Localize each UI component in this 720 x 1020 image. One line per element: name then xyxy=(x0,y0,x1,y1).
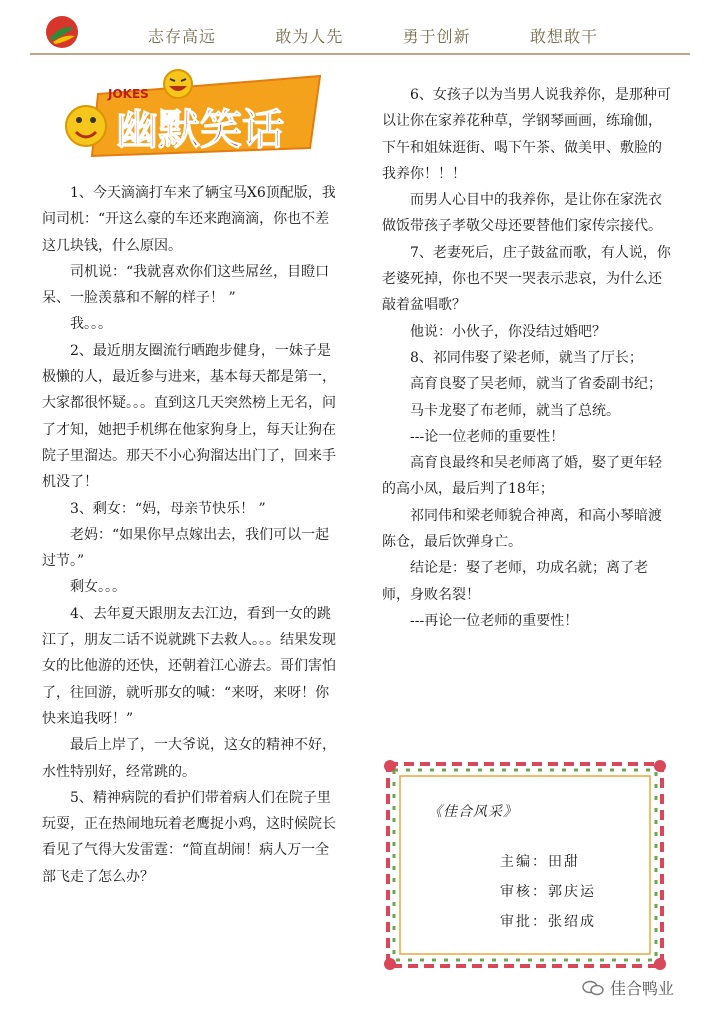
joke-paragraph: 1、今天滴滴打车来了辆宝马X6顶配版，我问司机：“开这么豪的车还来跑滴滴，你也不差这几块钱，什么原因。 xyxy=(42,185,336,254)
credit-approver: 审批：张绍成 xyxy=(500,914,596,930)
page-header xyxy=(0,0,720,58)
laughing-face-icon xyxy=(164,70,192,98)
credits-text xyxy=(380,756,670,974)
banner-title: 幽默笑话 xyxy=(116,105,285,154)
publication-name: 《佳合风采》 xyxy=(428,804,518,820)
company-logo-icon xyxy=(44,14,80,50)
motto-item: 敢为人先 xyxy=(275,27,344,46)
motto-item: 志存高远 xyxy=(148,27,217,46)
joke-paragraph: 8、祁同伟娶了梁老师，就当了厅长； xyxy=(410,349,643,366)
joke-paragraph: ---论一位老师的重要性！ xyxy=(410,428,565,445)
joke-paragraph: 6、女孩子以为当男人说我养你，是那种可以让你在家养花种草，学钢琴画画，练瑜伽，下午和姐妹逛街、喝下午茶、做美甲、敷脸的我养你！！！ xyxy=(382,87,671,182)
joke-paragraph: 高育良娶了吴老师，就当了省委副书纪； xyxy=(410,376,662,393)
jokes-banner xyxy=(58,64,328,160)
watermark-text: 佳合鸭业 xyxy=(610,979,675,998)
joke-paragraph: 司机说：“我就喜欢你们这些屌丝，目瞪口呆、一脸羡慕和不解的样子！ ” xyxy=(42,263,330,307)
joke-paragraph: 祁同伟和梁老师貌合神离，和高小琴暗渡陈仓，最后饮弹身亡。 xyxy=(382,507,662,551)
wechat-watermark xyxy=(582,976,674,999)
joke-paragraph: 7、老妻死后，庄子鼓盆而歌，有人说，你老婆死掉，你也不哭一哭表示悲哀，为什么还敲着盆唱歌？ xyxy=(382,244,671,314)
credit-reviewer: 审核：郭庆运 xyxy=(500,884,596,900)
joke-paragraph: 4、去年夏天跟朋友去江边，看到一女的跳江了，朋友二话不说就跳下去救人。。。结果发现女的比他游的还快，还朝着江心游去。哥们害怕了，往回游，就听那女的喊：“来呀，来呀！你快来追我呀！” xyxy=(42,605,336,727)
credit-editor: 主编：田甜 xyxy=(500,854,580,870)
joke-paragraph: 我。。。 xyxy=(70,316,112,333)
motto-item: 敢想敢干 xyxy=(529,27,598,46)
joke-paragraph: 而男人心目中的我养你，是让你在家洗衣做饭带孩子孝敬父母还要替他们家传宗接代。 xyxy=(382,192,662,235)
right-column xyxy=(382,82,672,634)
joke-paragraph: 3、剩女：“妈，母亲节快乐！ ” xyxy=(70,500,266,517)
joke-paragraph: 结论是：娶了老师，功成名就；离了老师，身败名裂！ xyxy=(382,560,648,603)
joke-paragraph: 马卡龙娶了布老师，就当了总统。 xyxy=(410,402,620,419)
left-column xyxy=(42,180,336,890)
joke-paragraph: 老妈：“如果你早点嫁出去，我们可以一起过节。” xyxy=(42,526,330,570)
joke-paragraph: ---再论一位老师的重要性！ xyxy=(410,612,579,629)
joke-paragraph: 最后上岸了，一大爷说，这女的精神不好，水性特别好，经常跳的。 xyxy=(42,737,336,780)
wechat-icon xyxy=(582,980,604,996)
motto-bar xyxy=(148,24,598,47)
joke-paragraph: 高育良最终和吴老师离了婚，娶了更年轻的高小凤，最后判了18年； xyxy=(382,455,662,498)
joke-paragraph: 剩女。。。 xyxy=(70,579,126,596)
credits-box xyxy=(380,756,670,974)
joke-paragraph: 2、最近朋友圈流行晒跑步健身，一妹子是极懒的人，最近参与进来，基本每天都是第一，大家都很怀疑。。。直到这几天突然榜上无名，问了才知，她把手机绑在他家狗身上，每天让狗在院子里溜达。那天不小心狗溜达出门了，回来手机没了！ xyxy=(42,342,336,491)
joke-paragraph: 他说：小伙子，你没结过婚吧？ xyxy=(410,323,606,340)
joke-paragraph: 5、精神病院的看护们带着病人们在院子里玩耍，正在热闹地玩着老鹰捉小鸡，这时候院长看见了气得大发雷霆：“简直胡闹！病人万一全部飞走了怎么办？ xyxy=(42,789,336,885)
header-divider xyxy=(30,53,690,55)
motto-item: 勇于创新 xyxy=(402,27,471,46)
banner-small-text: JOKES xyxy=(108,87,149,101)
smiley-icon xyxy=(66,106,106,146)
